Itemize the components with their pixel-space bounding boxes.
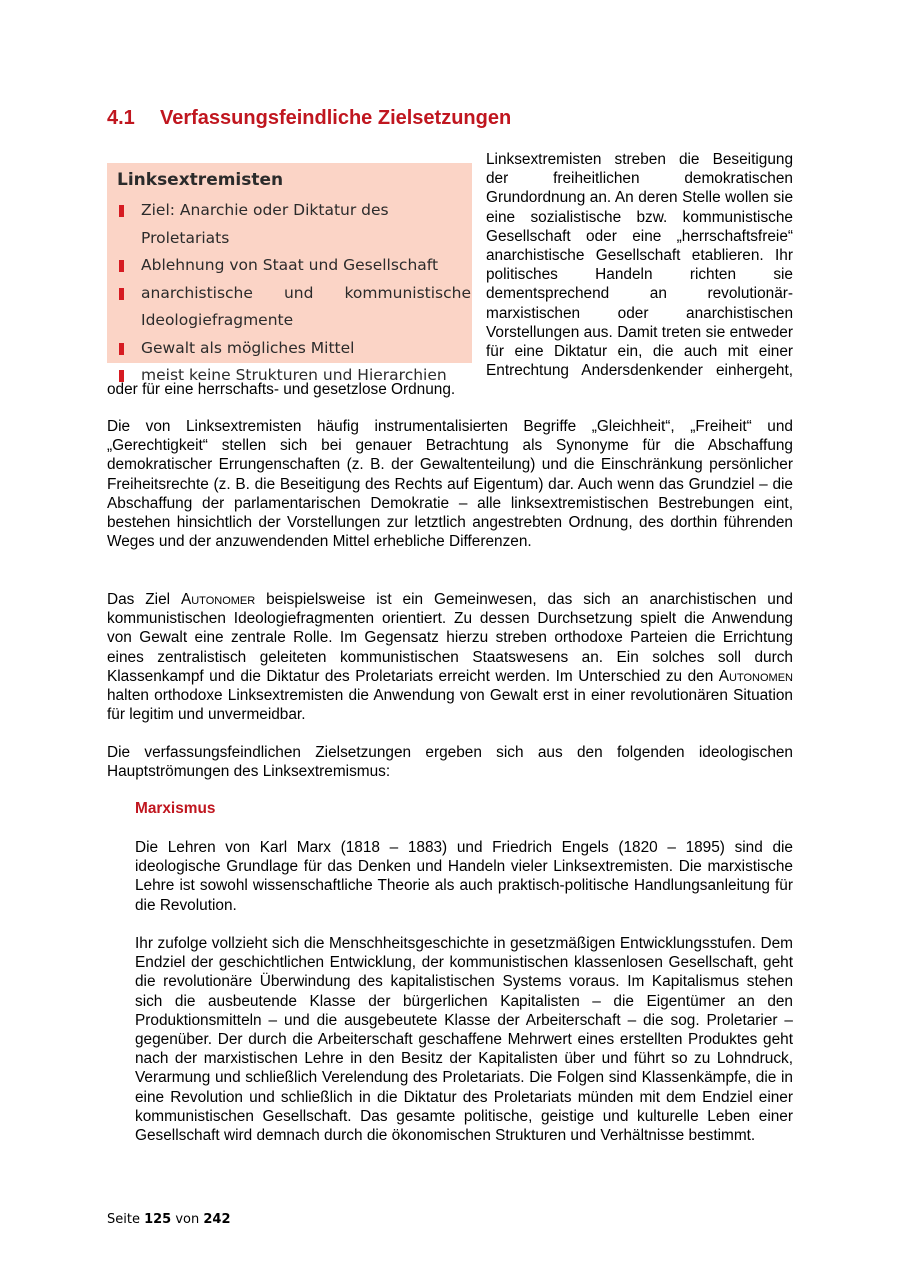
summary-list-item: anarchistische und kommunistische Ideologiefragmente <box>117 280 471 335</box>
total-page-count: 242 <box>203 1212 231 1227</box>
current-page-number: 125 <box>144 1212 172 1227</box>
page-footer: Seite 125 von 242 <box>107 1212 231 1227</box>
paragraph-terms: Die von Linksextremisten häufig instrumentalisierten Begriffe „Gleichheit“, „Freiheit“ und „Gerechtigkeit“ stellen sich bei genauer Betrachtung als Synonyme für die Abschaffung demokratischer Errungenschaften (z. B. der Gewaltenteilung) und die Einschränkung persönlicher Freiheitsrechte (z. B. die Beseitigung des Rechts auf Eigentum) dar. Auch wenn das Grundziel – die Abschaffung der parlamentarischen Demokratie – alle linksextremistischen Bestrebungen eint, bestehen hinsichtlich der Vorstellungen zur letztlich angestrebten Ordnung, des dorthin führenden Weges und der anzuwendenden Mittel erhebliche Differenzen. <box>107 418 793 551</box>
paragraph-history-stages: Ihr zufolge vollzieht sich die Menschheitsgeschichte in gesetzmäßigen Entwicklungsstufen. Dem Endziel der geschichtlichen Entwicklung, der kommunistischen klassenlosen Gesellschaft, geht die revolutionäre Überwindung des kapitalistischen Systems voraus. Im Kapitalismus stehen sich die ausbeutende Klasse der bürgerlichen Kapitalisten – die Eigentümer an den Produktionsmitteln – und die ausgebeutete Klasse der Arbeiterschaft – die sog. Proletarier – gegenüber. Der durch die Arbeiterschaft geschaffene Mehrwert eines erstellten Produktes geht nach der marxistischen Lehre in den Besitz der Kapitalisten über und führt so zu Lohndruck, Verarmung und schließlich Verelendung des Proletariats. Die Folgen sind Klassenkämpfe, die in eine Revolution und schließlich in die Diktatur des Proletariats münden mit dem Endziel einer kommunistischen Gesellschaft. Das gesamte politische, geistige und kulturelle Leben einer Gesellschaft wird demnach durch die ökonomischen Strukturen und Verhältnisse bestimmt. <box>135 935 793 1145</box>
paragraph-marx-engels: Die Lehren von Karl Marx (1818 – 1883) und Friedrich Engels (1820 – 1895) sind die ideologische Grundlage für das Denken und Handeln vieler Linksextremisten. Die marxistische Lehre ist sowohl wissenschaftliche Theorie als auch praktisch-politische Handlungsanleitung für die Revolution. <box>135 839 793 914</box>
float-spacer <box>107 150 486 372</box>
section-heading <box>107 107 511 130</box>
summary-list-item: Ziel: Anarchie oder Diktatur des Proletariats <box>117 197 472 252</box>
section-number: 4.1 <box>107 107 135 129</box>
paragraph-autonomous: Das Ziel Autonomer beispielsweise ist ein Gemeinwesen, das sich an anarchistischen und kommunistischen Ideologiefragmenten orientiert. Zu dessen Durchsetzung spielt die Anwendung von Gewalt eine zentrale Rolle. Im Gegensatz hierzu streben orthodoxe Parteien die Errichtung eines zentralistisch geleiteten kommunistischen Staatswesens an. Ein solches soll durch Klassenkampf und die Diktatur des Proletariats erreicht werden. Im Unterschied zu den Autonomen halten orthodoxe Linksextremisten die Anwendung von Gewalt erst in einer revolutionären Situation für legitim und unvermeidbar. <box>107 591 793 724</box>
term-autonomer: Autonomer <box>180 591 256 608</box>
summary-list-item: Ablehnung von Staat und Gesellschaft <box>117 252 472 280</box>
section-title: Verfassungsfeindliche Zielsetzungen <box>160 107 512 129</box>
subheading-marxismus: Marxismus <box>135 800 216 817</box>
summary-list-item: meist keine Strukturen und Hierarchien <box>117 362 472 390</box>
paragraph-intro: Linksextremisten streben die Beseitigung der freiheitlichen demokratischen Grundordnung an. An deren Stelle wollen sie eine sozialistische bzw. kommunistische Gesellschaft oder eine „herrschaftsfreie“ anarchistische Gesellschaft etablieren. Ihr politisches Handeln richten sie dementsprechend an revolutionär-marxistischen oder anarchistischen Vorstellungen aus. Damit treten sie entweder für eine Diktatur ein, die auch mit einer Entrechtung Andersdenkender einhergeht, oder für eine herrschafts- und gesetzlose Ordnung. <box>107 151 793 399</box>
paragraph-main-currents: Die verfassungsfeindlichen Zielsetzungen ergeben sich aus den folgenden ideologischen Hauptströmungen des Linksextremismus: <box>107 744 793 781</box>
summary-list-item: Gewalt als mögliches Mittel <box>117 335 472 363</box>
term-autonomen: Autonomen <box>718 667 793 685</box>
summary-box-title: Linksextremisten <box>117 170 284 190</box>
